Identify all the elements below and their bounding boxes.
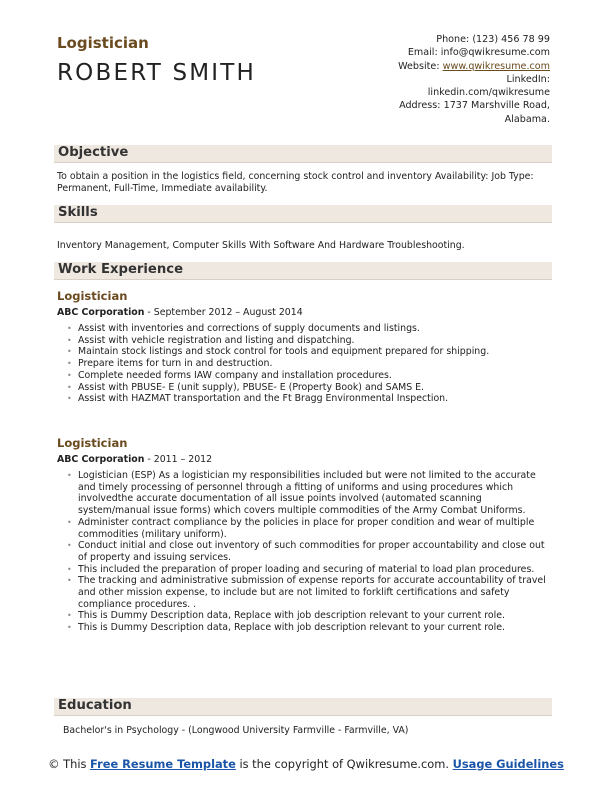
skills-text: Inventory Management, Computer Skills With Software And Hardware Troubleshooting. (57, 240, 465, 251)
education-text: Bachelor's in Psychology - (Longwood University Farmville - Farmville, VA) (63, 725, 409, 736)
job-role: Logistician (57, 436, 128, 450)
job-bullet-list (64, 470, 552, 634)
list-item: • This is Dummy Description data, Replace with job description relevant to your current role. (64, 622, 552, 634)
list-item: • The tracking and administrative submission of expense reports for accurate accountability of travel and other mission expense, to include but are not limited to forklift certifications and safety compliance procedures. . (64, 575, 552, 610)
list-item: • Assist with HAZMAT transportation and the Ft Bragg Environmental Inspection. (64, 393, 552, 405)
contact-website: Website: www.qwikresume.com (398, 60, 550, 72)
contact-phone: Phone: (123) 456 78 99 (436, 34, 550, 45)
list-item: • This is Dummy Description data, Replace with job description relevant to your current role. (64, 610, 552, 622)
work-heading: Work Experience (58, 262, 184, 277)
list-item: • Logistician (ESP) As a logistician my responsibilities included but were not limited to the accurate and timely processing of personnel through a fitting of uniforms and using procedures which involvedthe accurate documentation of all issue points involved (automated scanning system/manual issue forms) which covers multiple commodities of the Army Combat Uniforms. (64, 470, 552, 517)
skills-section-header (54, 205, 552, 223)
education-section-header (54, 698, 552, 716)
list-item: • Assist with PBUSE- E (unit supply), PBUSE- E (Property Book) and SAMS E. (64, 382, 552, 394)
website-link[interactable]: www.qwikresume.com (442, 60, 550, 72)
list-item: • Maintain stock listings and stock control for tools and equipment prepared for shipping. (64, 346, 552, 358)
list-item: • Prepare items for turn in and destruction. (64, 358, 552, 370)
contact-linkedin-label: LinkedIn: (506, 73, 550, 85)
job-company-line: ABC Corporation - September 2012 – August 2014 (57, 307, 303, 318)
contact-email: Email: info@qwikresume.com (407, 47, 550, 59)
education-heading: Education (58, 698, 132, 713)
work-section-header (54, 262, 552, 280)
job-company-line: ABC Corporation - 2011 – 2012 (57, 454, 213, 465)
contact-linkedin: linkedin.com/qwikresume (427, 87, 550, 99)
objective-section-header (54, 145, 552, 163)
candidate-name: ROBERT SMITH (57, 60, 257, 86)
list-item: • Assist with inventories and corrections of supply documents and listings. (64, 323, 552, 335)
contact-address: Address: 1737 Marshville Road, (399, 100, 550, 112)
objective-text: To obtain a position in the logistics field, concerning stock control and inventory Availability: Job Type: Permanent, Full-Time, Immediate availability. (57, 171, 534, 194)
free-resume-template-link[interactable]: Free Resume Template (90, 757, 236, 771)
usage-guidelines-link[interactable]: Usage Guidelines (452, 757, 564, 771)
list-item: • This included the preparation of proper loading and securing of material to load plan procedures. (64, 564, 552, 576)
job-role: Logistician (57, 289, 128, 303)
list-item: • Complete needed forms IAW company and installation procedures. (64, 370, 552, 382)
list-item: • Assist with vehicle registration and listing and dispatching. (64, 335, 552, 347)
footer-copyright: © This Free Resume Template is the copyright of Qwikresume.com. Usage Guidelines (48, 757, 564, 771)
objective-heading: Objective (58, 145, 129, 160)
list-item: • Administer contract compliance by the policies in place for proper condition and wear of multiple commodities (military uniform). (64, 517, 552, 540)
list-item: • Conduct initial and close out inventory of such commodities for proper accountability and close out of property and issuing services. (64, 540, 552, 563)
contact-address-line2: Alabama. (504, 113, 550, 125)
job-title: Logistician (57, 34, 149, 52)
skills-heading: Skills (58, 205, 98, 220)
contact-block (290, 33, 550, 126)
job-bullet-list (64, 323, 552, 405)
